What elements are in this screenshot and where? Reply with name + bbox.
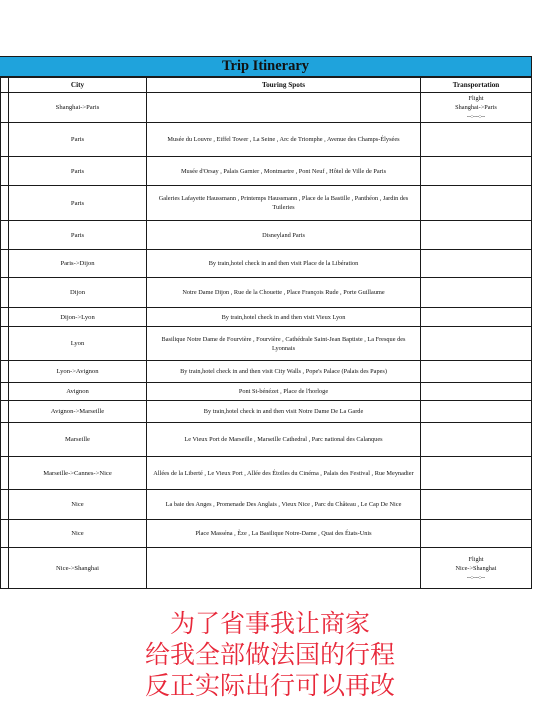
table-row bbox=[1, 520, 532, 548]
table-row bbox=[1, 157, 532, 186]
day-cell bbox=[1, 361, 9, 383]
transport-line: Shanghai->Paris bbox=[455, 104, 497, 111]
caption-line-1: 为了省事我让商家 bbox=[169, 609, 370, 638]
spots-cell: By train,hotel check in and then visit Place de la Libération bbox=[147, 250, 421, 278]
city-cell: Nice->Shanghai bbox=[9, 548, 147, 589]
spots-cell: By train,hotel check in and then visit Vieux Lyon bbox=[147, 308, 421, 327]
day-cell bbox=[1, 327, 9, 361]
day-cell bbox=[1, 423, 9, 457]
transport-line: Flight bbox=[468, 555, 484, 563]
table-row bbox=[1, 383, 532, 401]
day-cell bbox=[1, 548, 9, 589]
day-cell bbox=[1, 250, 9, 278]
spots-cell: La baie des Anges , Promenade Des Anglais , Vieux Nice , Parc du Château , Le Cap De Nice bbox=[147, 490, 421, 520]
transport-line: --:---:-- bbox=[466, 113, 486, 120]
city-cell: Paris bbox=[9, 221, 147, 250]
spots-cell: Notre Dame Dijon , Rue de la Chouette , Place François Rude , Porte Guillaume bbox=[147, 278, 421, 308]
city-cell: Shanghai->Paris bbox=[9, 93, 147, 123]
table-row bbox=[1, 457, 532, 490]
city-cell: Marseille bbox=[9, 423, 147, 457]
day-cell bbox=[1, 308, 9, 327]
spots-cell: Musée d'Orsay , Palais Garnier , Montmartre , Pont Neuf , Hôtel de Ville de Paris bbox=[147, 157, 421, 186]
table-row bbox=[1, 490, 532, 520]
city-cell: Lyon->Avignon bbox=[9, 361, 147, 383]
transport-cell bbox=[421, 123, 532, 157]
transport-cell bbox=[421, 490, 532, 520]
transport-cell bbox=[421, 401, 532, 423]
caption-line-2: 给我全部做法国的行程 bbox=[144, 640, 395, 669]
day-cell bbox=[1, 93, 9, 123]
transport-cell bbox=[421, 157, 532, 186]
itinerary-title: Trip Itinerary bbox=[0, 56, 531, 77]
city-cell: Paris->Dijon bbox=[9, 250, 147, 278]
transport-cell bbox=[421, 278, 532, 308]
spots-cell: Allées de la Liberté , Le Vieux Port , Allée des Étoiles du Cinéma , Palais des Festival , Rue Meynadier bbox=[147, 457, 421, 490]
caption-line-3: 反正实际出行可以再改 bbox=[144, 671, 395, 700]
table-row bbox=[1, 361, 532, 383]
caption-overlay bbox=[0, 608, 540, 701]
table-row bbox=[1, 423, 532, 457]
transport-cell bbox=[421, 383, 532, 401]
day-cell bbox=[1, 157, 9, 186]
day-cell bbox=[1, 520, 9, 548]
spots-cell: By train,hotel check in and then visit City Walls , Pope's Palace (Palais des Papes) bbox=[147, 361, 421, 383]
city-cell: Nice bbox=[9, 490, 147, 520]
day-column-header bbox=[1, 78, 9, 93]
table-row bbox=[1, 308, 532, 327]
spots-cell: Disneyland Paris bbox=[147, 221, 421, 250]
day-cell bbox=[1, 490, 9, 520]
table-row bbox=[1, 548, 532, 589]
table-row bbox=[1, 93, 532, 123]
city-cell: Dijon bbox=[9, 278, 147, 308]
spots-cell: Le Vieux Port de Marseille , Marseille Cathedral , Parc national des Calanques bbox=[147, 423, 421, 457]
transport-line: Flight bbox=[468, 95, 484, 102]
transport-line: --:---:-- bbox=[466, 573, 486, 581]
spots-cell: Place Masséna , Èze , La Basilique Notre-Dame , Quai des États-Unis bbox=[147, 520, 421, 548]
table-row bbox=[1, 327, 532, 361]
city-cell: Nice bbox=[9, 520, 147, 548]
transport-cell bbox=[421, 327, 532, 361]
transport-cell bbox=[421, 548, 532, 589]
table-row bbox=[1, 278, 532, 308]
table-row bbox=[1, 401, 532, 423]
spots-column-header: Touring Spots bbox=[147, 78, 421, 93]
day-cell bbox=[1, 186, 9, 221]
transport-cell bbox=[421, 308, 532, 327]
header-row bbox=[1, 78, 532, 93]
spots-cell: Galeries Lafayette Haussmann , Printemps Haussmann , Place de la Bastille , Panthéon , Jardin des Tuileries bbox=[147, 186, 421, 221]
city-cell: Marseille->Cannes->Nice bbox=[9, 457, 147, 490]
city-cell: Dijon->Lyon bbox=[9, 308, 147, 327]
table-row bbox=[1, 123, 532, 157]
city-cell: Lyon bbox=[9, 327, 147, 361]
spots-cell: Basilique Notre Dame de Fourvière , Fourvière , Cathédrale Saint-Jean Baptiste , La Fresque des Lyonnais bbox=[147, 327, 421, 361]
transport-cell bbox=[421, 457, 532, 490]
spots-cell: By train,hotel check in and then visit Notre Dame De La Garde bbox=[147, 401, 421, 423]
transport-cell bbox=[421, 221, 532, 250]
day-cell bbox=[1, 457, 9, 490]
table-row bbox=[1, 221, 532, 250]
transport-cell bbox=[421, 520, 532, 548]
day-cell bbox=[1, 278, 9, 308]
day-cell bbox=[1, 221, 9, 250]
spots-cell: Musée du Louvre , Eiffel Tower , La Seine , Arc de Triomphe , Avenue des Champs-Élysées bbox=[147, 123, 421, 157]
transport-line: Nice->Shanghai bbox=[455, 564, 497, 572]
city-cell: Paris bbox=[9, 123, 147, 157]
day-cell bbox=[1, 123, 9, 157]
transport-cell bbox=[421, 423, 532, 457]
transport-cell bbox=[421, 361, 532, 383]
spots-cell bbox=[147, 548, 421, 589]
city-cell: Paris bbox=[9, 157, 147, 186]
city-cell: Avignon->Marseille bbox=[9, 401, 147, 423]
transport-cell bbox=[421, 93, 532, 123]
table-row bbox=[1, 186, 532, 221]
day-cell bbox=[1, 401, 9, 423]
itinerary-table bbox=[0, 77, 532, 589]
spots-cell: Pont St-bénézet , Place de l'horloge bbox=[147, 383, 421, 401]
city-column-header: City bbox=[9, 78, 147, 93]
spots-cell bbox=[147, 93, 421, 123]
transport-column-header: Transportation bbox=[421, 78, 532, 93]
day-cell bbox=[1, 383, 9, 401]
transport-cell bbox=[421, 186, 532, 221]
transport-cell bbox=[421, 250, 532, 278]
city-cell: Avignon bbox=[9, 383, 147, 401]
table-row bbox=[1, 250, 532, 278]
city-cell: Paris bbox=[9, 186, 147, 221]
itinerary-sheet bbox=[0, 56, 532, 589]
